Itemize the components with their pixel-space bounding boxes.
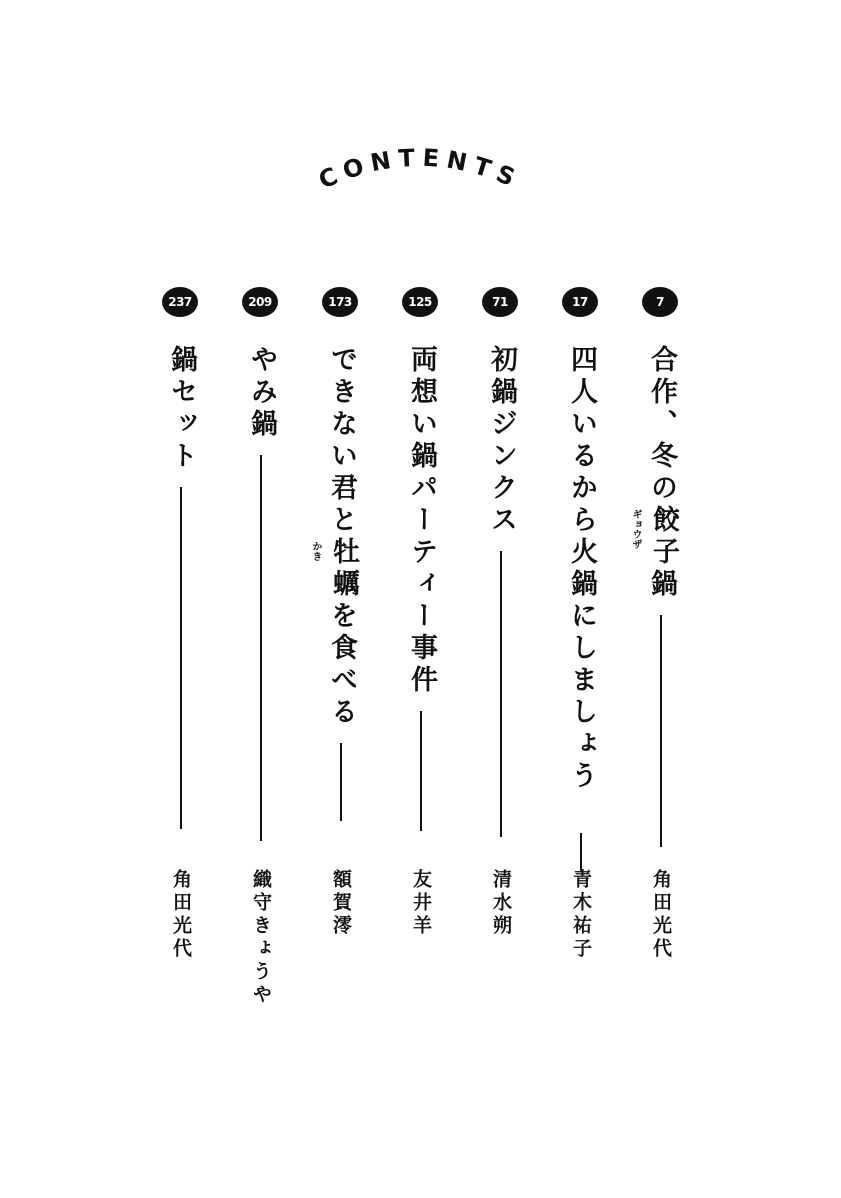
leader-line: [340, 743, 342, 821]
toc-entry[interactable]: [239, 287, 283, 1027]
author-name: 角田光代: [650, 869, 672, 961]
leader-line: [260, 455, 262, 841]
story-title: 合作、冬の: [646, 345, 677, 505]
author-name: 青木祐子: [570, 869, 592, 961]
page-number-badge: 7: [642, 287, 678, 317]
page-number-badge: 125: [402, 287, 438, 317]
page-number-badge: 237: [162, 287, 198, 317]
contents-heading: [0, 0, 841, 260]
ruby-base: 餃子: [648, 505, 679, 569]
ruby-group: [310, 537, 365, 601]
toc-entry[interactable]: [310, 287, 363, 1027]
ruby-reading: かき: [310, 541, 321, 561]
svg-text:CONTENTS: [315, 144, 526, 195]
ruby-base: 牡蠣: [328, 537, 359, 601]
story-title: 四人いるから火鍋にしましょう: [566, 345, 597, 793]
story-title: 両想い鍋パーティー事件: [406, 345, 437, 697]
toc-entry[interactable]: [159, 287, 203, 1027]
page-number-badge: 71: [482, 287, 518, 317]
story-title: やみ鍋: [246, 345, 277, 441]
author-name: 清水朔: [490, 869, 512, 938]
page-number-badge: 173: [322, 287, 358, 317]
leader-line: [420, 711, 422, 831]
ruby-reading: ギョウザ: [630, 509, 641, 549]
story-title: できない君と: [326, 345, 357, 537]
story-title: 初鍋ジンクス: [486, 345, 517, 537]
ruby-group: [630, 505, 685, 569]
page-number-badge: 209: [242, 287, 278, 317]
leader-line: [580, 833, 582, 871]
leader-line: [500, 551, 502, 837]
toc-entry[interactable]: [559, 287, 603, 1027]
toc-entry[interactable]: [399, 287, 443, 1027]
story-title-end: を食べる: [326, 601, 357, 729]
story-title-end: 鍋: [646, 569, 677, 601]
contents-heading-text: CONTENTS: [314, 143, 526, 195]
leader-line: [660, 615, 662, 847]
author-name: 友井羊: [410, 869, 432, 938]
page-number-badge: 17: [562, 287, 598, 317]
toc-entry[interactable]: [479, 287, 523, 1027]
toc-entry[interactable]: [630, 287, 683, 1027]
author-name: 額賀澪: [330, 869, 352, 938]
leader-line: [180, 487, 182, 829]
author-name: 角田光代: [170, 869, 192, 961]
story-title: 鍋セット: [166, 345, 197, 473]
author-name: 織守きょうや: [250, 869, 272, 1007]
